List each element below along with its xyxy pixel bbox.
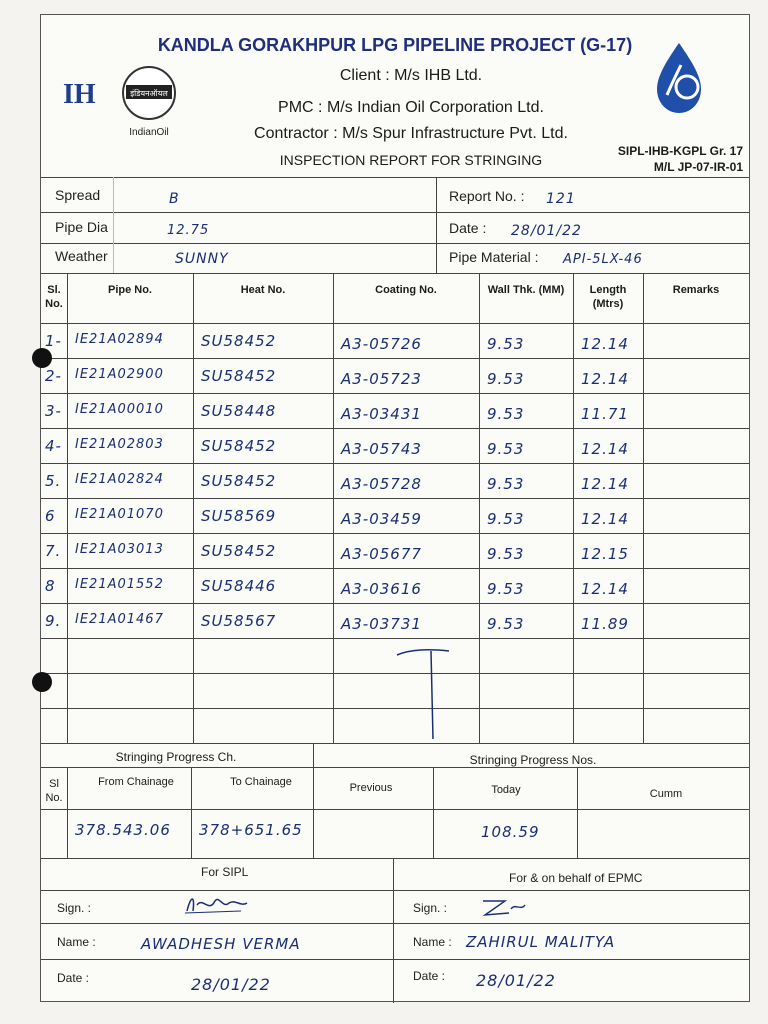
length-cell: 12.14 — [581, 510, 629, 528]
coating-no-cell: A3-03431 — [341, 405, 422, 423]
length-cell: 12.14 — [581, 335, 629, 353]
heat-no-cell: SU58452 — [201, 437, 277, 455]
epmc-date-label: Date : — [413, 969, 446, 983]
sipl-signature — [181, 891, 251, 917]
row-serial: 5. — [45, 472, 62, 490]
sipl-name-value: AWADHESH VERMA — [141, 935, 301, 953]
length-cell: 12.14 — [581, 580, 629, 598]
today-header: Today — [491, 784, 521, 796]
cumm-header: Cumm — [649, 788, 683, 800]
length-cell: 11.71 — [581, 405, 629, 423]
table-row-rule — [41, 463, 749, 464]
heat-no-cell: SU58448 — [201, 402, 277, 420]
punch-hole — [32, 672, 52, 692]
row-serial: 8 — [45, 577, 56, 595]
table-row-rule — [41, 428, 749, 429]
indianoil-label: IndianOil — [129, 127, 169, 138]
coating-no-cell: A3-03731 — [341, 615, 422, 633]
heat-no-cell: SU58567 — [201, 612, 277, 630]
pipe-no-cell: IE21A01467 — [75, 612, 164, 627]
table-row-rule — [41, 498, 749, 499]
doc-no-line2: M/L JP-07-IR-01 — [653, 160, 743, 174]
to-chainage-value: 378+651.65 — [199, 821, 303, 839]
table-header-cell: Coating No. — [375, 284, 437, 296]
wall-thk-cell: 9.53 — [487, 335, 525, 353]
report-no-value: 121 — [546, 191, 576, 207]
wall-thk-cell: 9.53 — [487, 580, 525, 598]
ih-logo-text: IH — [63, 79, 96, 110]
date-value: 28/01/22 — [511, 223, 582, 239]
epmc-date-value: 28/01/22 — [476, 971, 556, 990]
row-serial: 3- — [45, 402, 62, 420]
coating-no-cell: A3-03616 — [341, 580, 422, 598]
length-cell: 12.14 — [581, 475, 629, 493]
progress-sl-no: Sl No. — [45, 778, 63, 804]
row-serial: 2- — [45, 367, 62, 385]
row-serial: 9. — [45, 612, 62, 630]
length-cell: 12.14 — [581, 370, 629, 388]
document-number — [618, 143, 743, 175]
pipe-no-cell: IE21A02894 — [75, 332, 164, 347]
row-serial: 1- — [45, 332, 62, 350]
wall-thk-cell: 9.53 — [487, 615, 525, 633]
doc-no-line1: SIPL-IHB-KGPL Gr. 17 — [617, 144, 743, 158]
to-chainage-header: To Chainage — [230, 776, 292, 788]
table-row-rule — [41, 568, 749, 569]
pipe-no-cell: IE21A00010 — [75, 402, 164, 417]
spread-label: Spread — [55, 187, 101, 203]
coating-no-cell: A3-05726 — [341, 335, 422, 353]
nos-title: Stringing Progress Nos. — [469, 753, 597, 767]
project-title: KANDLA GORAKHPUR LPG PIPELINE PROJECT (G-17) — [157, 35, 633, 55]
wall-thk-cell: 9.53 — [487, 370, 525, 388]
pipe-dia-value: 12.75 — [167, 223, 210, 238]
date-label: Date : — [449, 220, 487, 236]
wall-thk-cell: 9.53 — [487, 545, 525, 563]
epmc-sign-label: Sign. : — [413, 901, 448, 915]
today-value: 108.59 — [481, 823, 540, 841]
row-serial: 6 — [45, 507, 56, 525]
pipe-no-cell: IE21A02803 — [75, 437, 164, 452]
heat-no-cell: SU58452 — [201, 472, 277, 490]
wall-thk-cell: 9.53 — [487, 510, 525, 528]
previous-header: Previous — [349, 782, 393, 794]
inspection-report-form — [40, 14, 750, 1002]
gas-drop-logo — [647, 37, 711, 117]
wall-thk-cell: 9.53 — [487, 440, 525, 458]
sipl-date-value: 28/01/22 — [191, 975, 271, 994]
sipl-sign-label: Sign. : — [57, 901, 92, 915]
indianoil-logo — [119, 65, 179, 140]
ditto-arrow-mark — [393, 643, 453, 743]
ih-logo — [51, 65, 111, 125]
spread-value: B — [169, 191, 180, 207]
pipe-no-cell: IE21A02824 — [75, 472, 164, 487]
report-no-label: Report No. : — [449, 188, 525, 204]
wall-thk-cell: 9.53 — [487, 475, 525, 493]
row-serial: 4- — [45, 437, 62, 455]
report-title: INSPECTION REPORT FOR STRINGING — [279, 152, 543, 168]
length-cell: 11.89 — [581, 615, 629, 633]
pipe-no-cell: IE21A02900 — [75, 367, 164, 382]
table-header-cell: Wall Thk. (MM) — [487, 284, 565, 296]
coating-no-cell: A3-03459 — [341, 510, 422, 528]
table-header-cell: Remarks — [672, 284, 720, 296]
wall-thk-cell: 9.53 — [487, 405, 525, 423]
length-cell: 12.15 — [581, 545, 629, 563]
epmc-name-label: Name : — [413, 935, 452, 949]
coating-no-cell: A3-05743 — [341, 440, 422, 458]
pipe-no-cell: IE21A01552 — [75, 577, 164, 592]
heat-no-cell: SU58569 — [201, 507, 277, 525]
epmc-signature — [479, 895, 529, 919]
table-row-rule — [41, 638, 749, 639]
coating-no-cell: A3-05728 — [341, 475, 422, 493]
heat-no-cell: SU58452 — [201, 367, 277, 385]
length-cell: 12.14 — [581, 440, 629, 458]
from-chainage-value: 378.543.06 — [75, 821, 171, 839]
coating-no-cell: A3-05723 — [341, 370, 422, 388]
table-header-cell: Heat No. — [240, 284, 286, 296]
weather-label: Weather — [55, 248, 108, 264]
from-chainage-header: From Chainage — [98, 776, 174, 788]
contractor-line: Contractor : M/s Spur Infrastructure Pvt. Ltd. — [254, 125, 568, 142]
sipl-name-label: Name : — [57, 935, 96, 949]
heat-no-cell: SU58452 — [201, 332, 277, 350]
for-sipl-label: For SIPL — [201, 865, 249, 879]
for-epmc-label: For & on behalf of EPMC — [509, 871, 643, 885]
weather-value: SUNNY — [175, 251, 229, 267]
table-header-cell: Pipe No. — [107, 284, 152, 296]
pipe-material-label: Pipe Material : — [449, 249, 539, 265]
row-serial: 7. — [45, 542, 62, 560]
table-header-cell: Sl. No. — [45, 284, 63, 310]
table-header-rule — [41, 323, 749, 324]
punch-hole — [32, 348, 52, 368]
client-line: Client : M/s IHB Ltd. — [339, 67, 483, 84]
sipl-date-label: Date : — [57, 971, 90, 985]
pipe-no-cell: IE21A03013 — [75, 542, 164, 557]
table-row-rule — [41, 393, 749, 394]
table-header-cell: Length (Mtrs) — [589, 284, 627, 310]
coating-no-cell: A3-05677 — [341, 545, 422, 563]
epmc-name-value: ZAHIRUL MALITYA — [466, 933, 616, 951]
pipe-dia-label: Pipe Dia — [55, 219, 108, 235]
pmc-line: PMC : M/s Indian Oil Corporation Ltd. — [278, 99, 544, 116]
pipe-no-cell: IE21A01070 — [75, 507, 164, 522]
table-row-rule — [41, 358, 749, 359]
pipe-material-value: API-5LX-46 — [563, 252, 643, 267]
chainage-title: Stringing Progress Ch. — [115, 750, 237, 764]
indianoil-hindi-text: इंडियनऑयल — [130, 89, 168, 98]
heat-no-cell: SU58452 — [201, 542, 277, 560]
table-row-rule — [41, 533, 749, 534]
table-row-rule — [41, 603, 749, 604]
heat-no-cell: SU58446 — [201, 577, 277, 595]
